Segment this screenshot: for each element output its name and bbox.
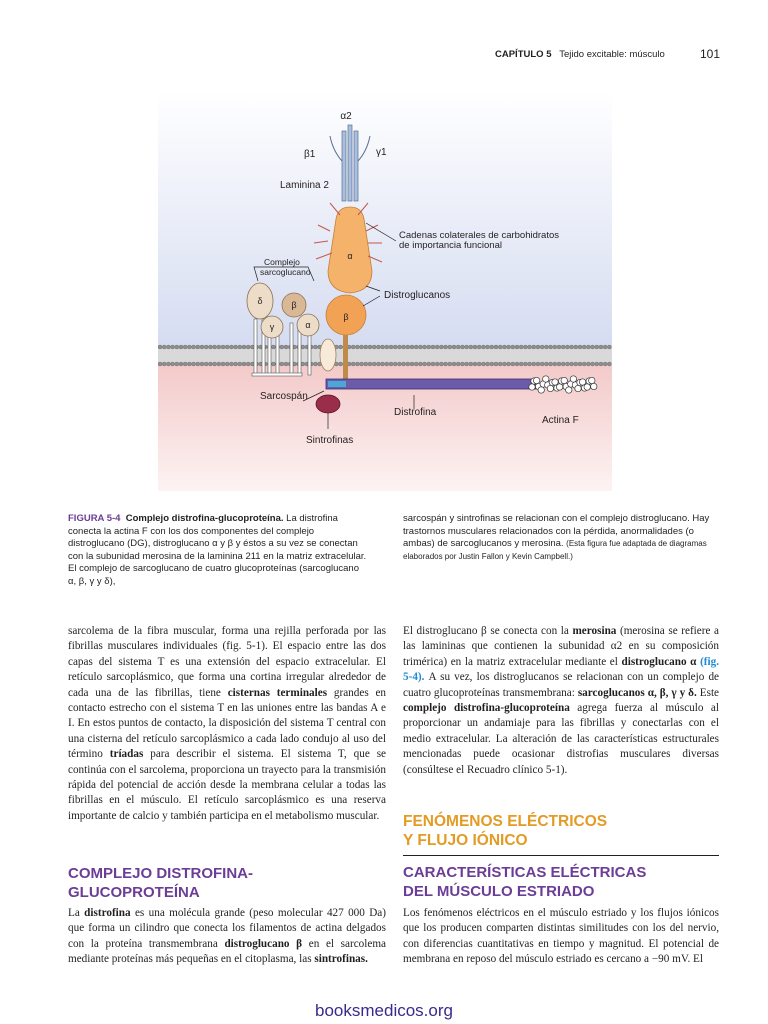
term-cisternas: cisternas terminales xyxy=(227,686,328,699)
term-distrofina: distrofina xyxy=(84,907,131,919)
term-merosina: merosina xyxy=(572,625,617,637)
label-cadenas-2: de importancia funcional xyxy=(399,240,502,251)
chapter-label: CAPÍTULO 5 xyxy=(495,49,552,60)
footer-watermark[interactable]: booksmedicos.org xyxy=(315,1001,453,1020)
label-alpha2: α2 xyxy=(340,111,352,122)
figure-reference-link[interactable]: (fig. 5-4). xyxy=(403,655,720,684)
label-gamma1: γ1 xyxy=(376,147,387,158)
sg-gamma-symbol: γ xyxy=(269,322,275,332)
text-run: agrega fuerza al músculo al proporcionar un andamiaje para las fibrillas y conectarlas con el medio extracelular. La alteración de las características estructurales mencionadas puede ocasionar distrofias musculares diversas (consúltese el Recuadro clínico 5-1). xyxy=(403,702,720,776)
text-run: Este xyxy=(699,686,720,699)
figure-caption-right xyxy=(403,513,713,563)
sg-delta-symbol: δ xyxy=(257,296,263,306)
label-sarcospan: Sarcospán xyxy=(260,391,308,402)
left-column-paragraph-1 xyxy=(68,624,386,824)
figure-caption-left xyxy=(68,513,368,589)
term-distroglucano-beta: distroglucano β xyxy=(224,937,303,950)
heading-line-2: GLUCOPROTEÍNA xyxy=(68,884,200,901)
label-cadenas-1: Cadenas colaterales de carbohidratos xyxy=(399,230,560,241)
right-column-paragraph-1 xyxy=(403,624,719,778)
sg-alpha-symbol: α xyxy=(305,320,311,330)
label-complejo-1: Complejo xyxy=(264,257,300,267)
heading-line-2: Y FLUJO IÓNICO xyxy=(403,832,528,849)
term-triadas: tríadas xyxy=(109,748,144,761)
label-complejo-2: sarcoglucano xyxy=(260,267,311,277)
text-run: en el sarcolema mediante proteínas más pequeñas en el citoplasma, las xyxy=(68,937,387,966)
extracellular-space xyxy=(158,91,612,349)
caption-left-text: La distrofina conecta la actina F con los dos componentes del complejo distroglucano (DG), distroglucano α y β y éstos a su vez se conectan con la subunidad merosina de la laminina 211 en la matriz extracelular. El complejo de sarcoglucano de cuatro glucoproteínas (sarcoglucano α, β, γ y δ), xyxy=(68,513,367,587)
text-run: grandes en contacto estrecho con el sistema T en las uniones entre las bandas A e I. En estos puntos de contacto, la disposición del sistema T central con una cisterna del retículo sarcoplásmico a cada lado condujo al uso del término xyxy=(68,686,387,761)
label-actina: Actina F xyxy=(542,415,579,426)
section-heading-fenomenos xyxy=(403,812,607,850)
running-header xyxy=(495,49,665,60)
heading-line-1: CARACTERÍSTICAS ELÉCTRICAS xyxy=(403,864,647,881)
text-run: A su vez, los distroglucanos se relacionan con un complejo de cuatro glucoproteínas transmembrana: xyxy=(403,671,719,699)
dystrophin-rod xyxy=(326,379,536,389)
label-distrofina: Distrofina xyxy=(394,407,437,418)
figure-label: FIGURA 5-4 xyxy=(68,513,121,524)
sarcospan-protein xyxy=(320,339,336,371)
heading-rule xyxy=(403,855,719,856)
term-sintrofinas: sintrofinas. xyxy=(314,953,368,966)
term-sarcoglucanos: sarcoglucanos α, β, γ y δ. xyxy=(577,686,697,699)
text-run: Los fenómenos eléctricos en el músculo estriado y los flujos iónicos que los producen comparten distintas similitudes con los del nervio, con diferencias cuantitativas en tiempo y magnitud. El potencial de membrana en reposo del músculo estriado es cercano a −90 mV. El xyxy=(403,907,719,966)
figure-title: Complejo distrofina-glucoproteína. xyxy=(125,513,284,524)
dg-beta-symbol: β xyxy=(343,312,349,322)
sarcolemma-membrane xyxy=(158,345,612,366)
syntrophin-protein xyxy=(316,395,340,413)
label-laminina: Laminina 2 xyxy=(280,180,329,191)
label-sintrofinas: Sintrofinas xyxy=(306,435,354,446)
caption-credit: (Esta figura fue adaptada de diagramas elaborados por Justin Fallon y Kevin Campbell.) xyxy=(403,539,707,561)
page-number: 101 xyxy=(700,47,721,61)
text-run: La xyxy=(68,907,80,919)
caption-right-text: sarcospán y sintrofinas se relacionan con el complejo distroglucano. Hay trastornos musculares relacionados con la pérdida, anormalidades (o ambas) de sarcoglucanos y merosina. xyxy=(403,513,710,550)
text-run: es una molécula grande (peso molecular 427 000 Da) que forma un cilindro que conecta los filamentos de actina delgados con la proteína transmembrana xyxy=(68,907,386,950)
text-run: (merosina se refiere a las lamininas que contienen la subunidad α2 en su composición trimérica) en la matriz extracelular mediante el xyxy=(403,625,720,668)
right-column-paragraph-2 xyxy=(403,906,719,968)
sg-beta-symbol: β xyxy=(291,300,297,310)
dystrophin-complex-figure xyxy=(158,91,612,491)
dg-alpha-symbol: α xyxy=(347,251,353,261)
term-distroglucano-alpha: distroglucano α xyxy=(621,655,697,668)
section-label: Tejido excitable: músculo xyxy=(559,49,665,60)
text-run: El distroglucano β se conecta con la xyxy=(403,625,569,637)
label-beta1: β1 xyxy=(304,149,316,160)
text-run: sarcolema de la fibra muscular, forma una rejilla perforada por las fibrillas musculares individuales (fig. 5-1). El espacio entre las dos capas del sistema T es una extensión del espacio extracelular. El retículo sarcoplásmico, que forma una cortina irregular alrededor de cada una de las fibrillas, tiene xyxy=(68,625,386,699)
section-heading-distrofina xyxy=(68,864,253,902)
label-distroglucanos: Distroglucanos xyxy=(384,290,451,301)
term-complejo: complejo distrofina-glucoproteína xyxy=(403,702,570,715)
heading-line-2: DEL MÚSCULO ESTRIADO xyxy=(403,883,595,900)
heading-line-1: COMPLEJO DISTROFINA- xyxy=(68,865,254,882)
left-column-paragraph-2 xyxy=(68,906,386,968)
heading-line-1: FENÓMENOS ELÉCTRICOS xyxy=(403,813,608,830)
text-run: para describir el sistema. El sistema T, que se continúa con el sarcolema, proporciona un trayecto para la transmisión rápida del potencial de acción desde la membrana celular a todas las fibrillas en el músculo. El retículo sarcoplásmico es una reserva importante de calcio y también participa en el metabolismo muscular. xyxy=(68,748,387,822)
subsection-heading-caracteristicas xyxy=(403,863,646,901)
